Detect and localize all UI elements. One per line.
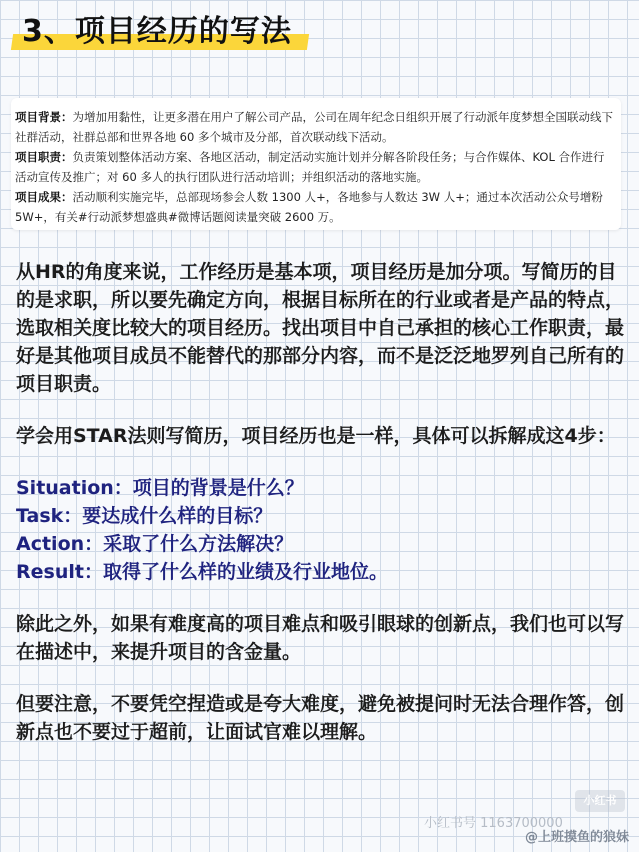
card-row-text: 负责策划整体活动方案、各地区活动，制定活动实施计划并分解各阶段任务；与合作媒体、KOL 合作进行活动宣传及推广；对 60 多人的执行团队进行活动培训；并组织活动的落地实施。 (15, 150, 605, 184)
star-item-task: Task：要达成什么样的目标？ (16, 505, 273, 527)
card-row-background (15, 107, 615, 147)
star-item-action: Action：采取了什么方法解决？ (16, 533, 294, 555)
card-row-text: 为增加用黏性，让更多潜在用户了解公司产品，公司在周年纪念日组织开展了行动派年度梦想全国联动线下社群活动，社群总部和世界各地 60 多个城市及分部，首次联动线下活动。 (15, 110, 613, 144)
card-row-text: 活动顺利实施完毕，总部现场参会人数 1300 人+，各地参与人数达 3W 人+；通过本次活动公众号增粉 5W+，有关#行动派梦想盛典#微博话题阅读量突破 2600 万。 (15, 190, 603, 224)
star-list (16, 474, 626, 586)
card-row-label: 项目职责： (15, 150, 73, 164)
paragraph-star-intro: 学会用STAR法则写简历，项目经历也是一样，具体可以拆解成这4步： (16, 425, 616, 447)
paragraph-caution: 但要注意，不要凭空捏造或是夸大难度，避免被提问时无法合理作答，创新点也不要过于超前，让面试官难以理解。 (16, 693, 625, 743)
title-wrap (16, 12, 298, 52)
card-row-label: 项目背景： (15, 110, 73, 124)
card-row-label: 项目成果： (15, 190, 73, 204)
star-item-result: Result：取得了什么样的业绩及行业地位。 (16, 561, 388, 583)
card-row-results (15, 187, 615, 227)
watermark-logo: 小红书 (575, 790, 625, 812)
project-example-card (11, 98, 621, 230)
page-title: 3、项目经历的写法 (16, 12, 298, 52)
watermark-author: @上班摸鱼的狼妹 (524, 830, 629, 845)
watermark-id: 小红书号 1163700000 (424, 816, 563, 831)
paragraph-hr-view: 从HR的角度来说，工作经历是基本项，项目经历是加分项。写简历的目的是求职，所以要先确定方向，根据目标所在的行业或者是产品的特点，选取相关度比较大的项目经历。找出项目中自己承担的核心工作职责，最好是其他项目成员不能替代的那部分内容，而不是泛泛地罗列自己所有的项目职责。 (16, 261, 625, 395)
article-body (16, 258, 626, 770)
card-row-duties (15, 147, 615, 187)
star-item-situation: Situation：项目的背景是什么？ (16, 477, 304, 499)
paragraph-innovation: 除此之外，如果有难度高的项目难点和吸引眼球的创新点，我们也可以写在描述中，来提升项目的含金量。 (16, 613, 625, 663)
